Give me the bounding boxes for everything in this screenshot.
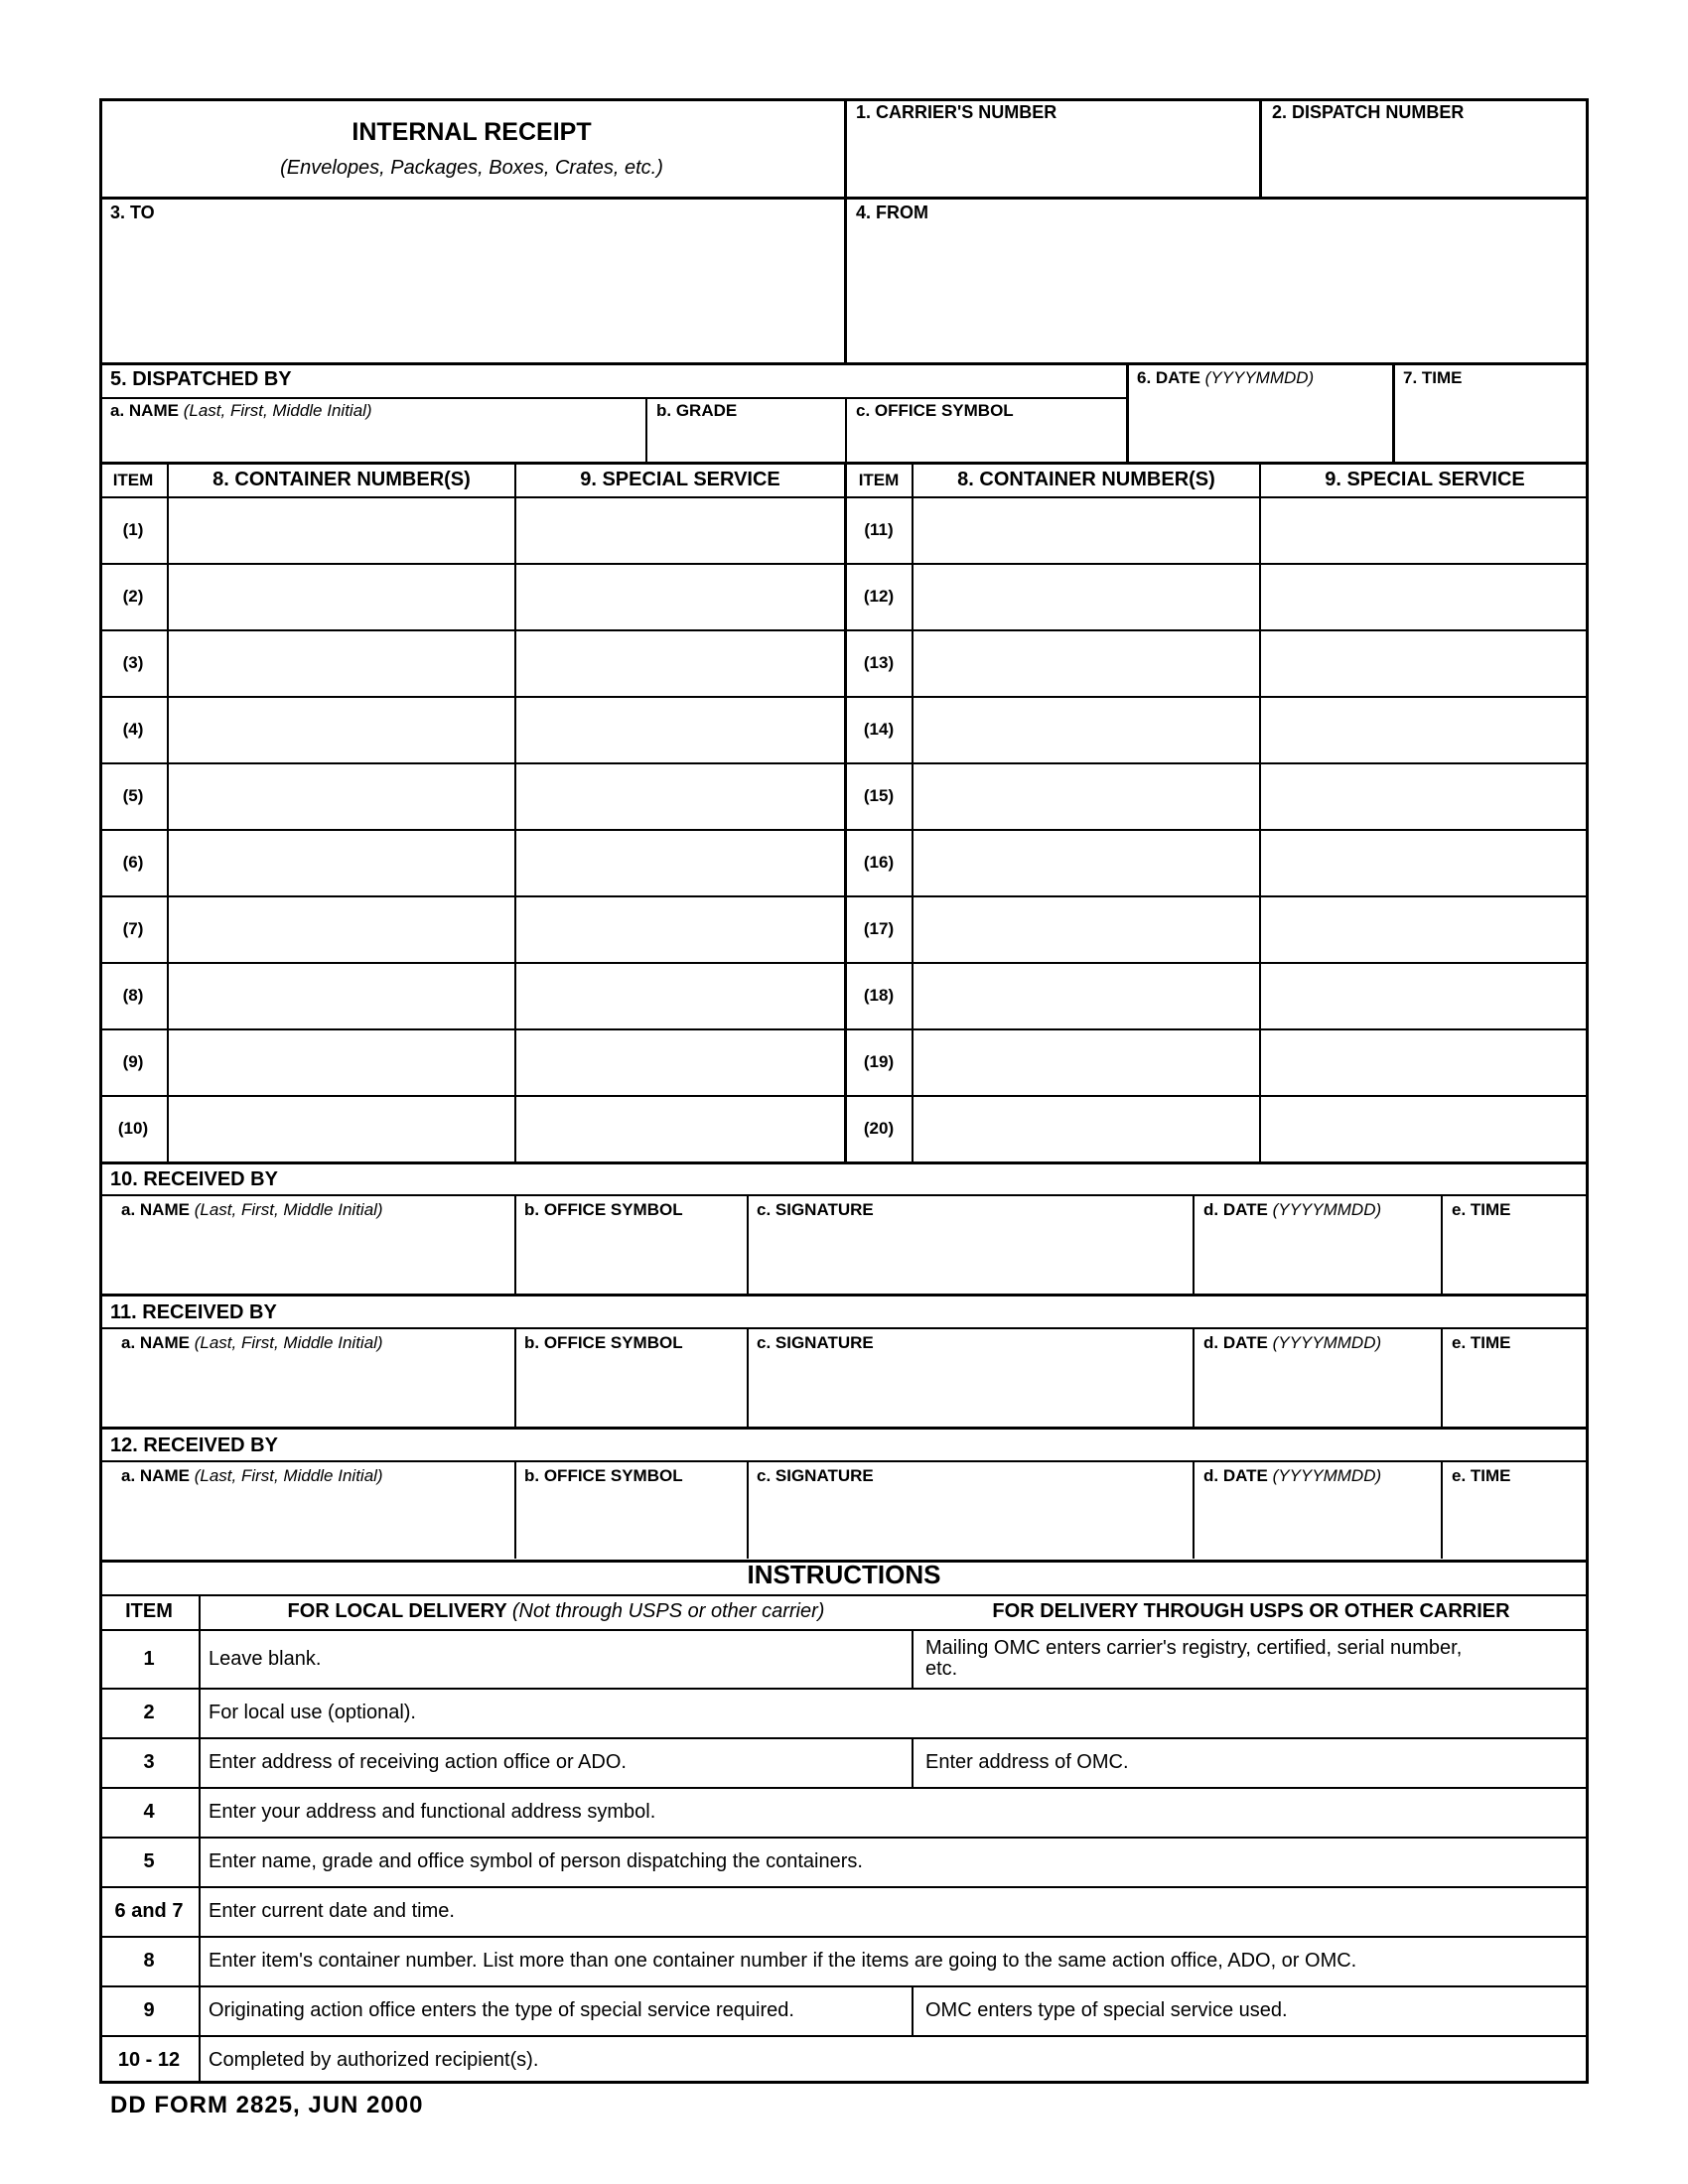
recipient-office-symbol-label: b. OFFICE SYMBOL [524, 1466, 683, 1485]
recipient-time-label: e. TIME [1452, 1200, 1511, 1219]
divider [99, 1028, 1589, 1030]
form-number: DD FORM 2825, JUN 2000 [110, 2092, 424, 2118]
container-number-field[interactable] [169, 832, 512, 893]
special-service-field[interactable] [516, 765, 842, 827]
container-number-field[interactable] [169, 1098, 512, 1160]
special-service-header: 9. SPECIAL SERVICE [1325, 469, 1525, 490]
container-number-field[interactable] [914, 1031, 1257, 1093]
dispatch-number-label: 2. DISPATCH NUMBER [1272, 102, 1465, 122]
item-number: (5) [122, 786, 144, 805]
divider [99, 1787, 1589, 1789]
item-number: (10) [117, 1119, 149, 1138]
item-number: (7) [122, 919, 144, 938]
special-service-field[interactable] [516, 965, 842, 1026]
divider [99, 1936, 1589, 1938]
item-number: (14) [863, 720, 895, 739]
recipient-name-label: a. NAME (Last, First, Middle Initial) [121, 1200, 383, 1219]
general-instruction: Enter item's container number. List more than one container number if the items are going to the same action office, ADO, or OMC. [209, 1950, 1357, 1972]
container-number-header: 8. CONTAINER NUMBER(S) [212, 469, 471, 490]
container-number-field[interactable] [914, 898, 1257, 960]
divider [99, 1629, 1589, 1631]
special-service-header: 9. SPECIAL SERVICE [580, 469, 780, 490]
divider [99, 1460, 1589, 1462]
divider [747, 1460, 749, 1559]
special-service-field[interactable] [516, 499, 842, 561]
item-column-header: ITEM [112, 471, 154, 489]
usps-delivery-instruction: OMC enters type of special service used. [925, 1999, 1288, 2021]
from-address-field[interactable] [849, 226, 1584, 359]
divider [99, 496, 1589, 498]
recipient-office-symbol-field[interactable] [518, 1356, 745, 1424]
carriers-number-label: 1. CARRIER'S NUMBER [856, 102, 1057, 122]
recipient-office-symbol-field[interactable] [518, 1489, 745, 1557]
item-number: (16) [863, 853, 895, 872]
recipient-signature-label: c. SIGNATURE [757, 1333, 874, 1352]
divider [99, 895, 1589, 897]
instructions-item-header: ITEM [125, 1600, 173, 1622]
recipient-time-field[interactable] [1445, 1489, 1584, 1557]
special-service-field[interactable] [516, 1098, 842, 1160]
recipient-date-label: d. DATE (YYYYMMDD) [1203, 1200, 1382, 1219]
divider [1441, 1460, 1443, 1559]
special-service-field[interactable] [516, 832, 842, 893]
container-number-field[interactable] [914, 499, 1257, 561]
general-instruction: Enter name, grade and office symbol of person dispatching the containers. [209, 1850, 863, 1872]
dispatcher-grade-field[interactable] [649, 424, 843, 460]
usps-delivery-instruction: Enter address of OMC. [925, 1751, 1129, 1773]
recipient-name-label: a. NAME (Last, First, Middle Initial) [121, 1333, 383, 1352]
instruction-item-number: 5 [143, 1850, 155, 1872]
divider [99, 197, 1589, 200]
container-number-field[interactable] [169, 898, 512, 960]
recipient-date-field[interactable] [1196, 1356, 1439, 1424]
general-instruction: Completed by authorized recipient(s). [209, 2049, 539, 2071]
divider [99, 1327, 1589, 1329]
divider [1441, 1327, 1443, 1428]
recipient-signature-label: c. SIGNATURE [757, 1466, 874, 1485]
item-number: (12) [863, 587, 895, 606]
special-service-field[interactable] [1261, 832, 1587, 893]
container-number-field[interactable] [914, 566, 1257, 627]
divider [845, 397, 847, 463]
divider [99, 696, 1589, 698]
recipient-signature-field[interactable] [751, 1356, 1191, 1424]
special-service-field[interactable] [1261, 632, 1587, 694]
item-number: (1) [122, 520, 144, 539]
divider [99, 1095, 1589, 1097]
to-label: 3. TO [110, 203, 155, 222]
usps-delivery-header: FOR DELIVERY THROUGH USPS OR OTHER CARRIER [992, 1600, 1510, 1622]
special-service-field[interactable] [1261, 1098, 1587, 1160]
recipient-signature-label: c. SIGNATURE [757, 1200, 874, 1219]
form-title: INTERNAL RECEIPT [352, 118, 592, 146]
divider [99, 1837, 1589, 1839]
item-number: (13) [863, 653, 895, 672]
instruction-item-number: 8 [143, 1950, 155, 1972]
item-number: (6) [122, 853, 144, 872]
recipient-date-label: d. DATE (YYYYMMDD) [1203, 1466, 1382, 1485]
instruction-item-number: 2 [143, 1702, 155, 1723]
recipient-date-field[interactable] [1196, 1223, 1439, 1291]
usps-delivery-instruction: etc. [925, 1658, 958, 1680]
to-address-field[interactable] [103, 226, 840, 359]
received-by-title: 12. RECEIVED BY [110, 1434, 278, 1456]
divider [99, 762, 1589, 764]
special-service-field[interactable] [516, 566, 842, 627]
special-service-field[interactable] [1261, 566, 1587, 627]
dispatcher-grade-label: b. GRADE [656, 401, 738, 420]
item-number: (18) [863, 986, 895, 1005]
special-service-field[interactable] [516, 632, 842, 694]
dispatch-date-field[interactable] [1131, 389, 1390, 460]
divider [99, 397, 1127, 399]
special-service-field[interactable] [1261, 965, 1587, 1026]
container-number-field[interactable] [169, 765, 512, 827]
container-number-field[interactable] [914, 965, 1257, 1026]
instruction-item-number: 9 [143, 1999, 155, 2021]
dispatch-time-label: 7. TIME [1403, 368, 1463, 387]
instructions-title: INSTRUCTIONS [747, 1560, 941, 1589]
special-service-field[interactable] [516, 1031, 842, 1093]
recipient-office-symbol-label: b. OFFICE SYMBOL [524, 1200, 683, 1219]
container-number-field[interactable] [914, 765, 1257, 827]
item-number: (15) [863, 786, 895, 805]
recipient-time-field[interactable] [1445, 1356, 1584, 1424]
divider [99, 2035, 1589, 2037]
container-number-field[interactable] [169, 699, 512, 760]
local-delivery-instruction: Enter address of receiving action office or ADO. [209, 1751, 627, 1773]
item-number: (20) [863, 1119, 895, 1138]
divider [99, 1688, 1589, 1690]
local-delivery-instruction: Originating action office enters the type of special service required. [209, 1999, 794, 2021]
divider [199, 1594, 201, 2083]
local-delivery-header: FOR LOCAL DELIVERY (Not through USPS or other carrier) [287, 1600, 825, 1622]
divider [514, 1194, 516, 1295]
recipient-time-field[interactable] [1445, 1223, 1584, 1291]
divider [99, 1427, 1589, 1430]
recipient-name-field[interactable] [103, 1356, 512, 1424]
divider [99, 829, 1589, 831]
divider [99, 629, 1589, 631]
divider [1259, 99, 1262, 198]
divider [1392, 362, 1395, 463]
general-instruction: For local use (optional). [209, 1702, 416, 1723]
divider [747, 1194, 749, 1295]
item-number: (17) [863, 919, 895, 938]
special-service-field[interactable] [1261, 699, 1587, 760]
dispatch-date-label: 6. DATE (YYYYMMDD) [1137, 368, 1315, 387]
container-number-field[interactable] [169, 632, 512, 694]
container-number-field[interactable] [914, 699, 1257, 760]
instruction-item-number: 6 and 7 [114, 1900, 184, 1922]
divider [99, 1594, 1589, 1596]
recipient-time-label: e. TIME [1452, 1466, 1511, 1485]
special-service-field[interactable] [1261, 1031, 1587, 1093]
received-by-title: 10. RECEIVED BY [110, 1168, 278, 1190]
recipient-office-symbol-field[interactable] [518, 1223, 745, 1291]
recipient-time-label: e. TIME [1452, 1333, 1511, 1352]
item-number: (3) [122, 653, 144, 672]
dispatch-number-field[interactable] [1264, 127, 1584, 195]
divider [844, 99, 847, 363]
dispatched-by-title: 5. DISPATCHED BY [110, 368, 292, 390]
instruction-item-number: 1 [143, 1648, 155, 1670]
divider [1193, 1194, 1195, 1295]
dispatcher-office-symbol-field[interactable] [849, 424, 1124, 460]
special-service-field[interactable] [1261, 898, 1587, 960]
from-label: 4. FROM [856, 203, 929, 222]
recipient-date-field[interactable] [1196, 1489, 1439, 1557]
local-delivery-instruction: Leave blank. [209, 1648, 322, 1670]
carriers-number-field[interactable] [849, 127, 1256, 195]
container-number-field[interactable] [914, 1098, 1257, 1160]
recipient-date-label: d. DATE (YYYYMMDD) [1203, 1333, 1382, 1352]
item-number: (2) [122, 587, 144, 606]
item-number: (19) [863, 1052, 895, 1071]
divider [99, 1194, 1589, 1196]
divider [99, 962, 1589, 964]
item-number: (8) [122, 986, 144, 1005]
recipient-name-field[interactable] [103, 1223, 512, 1291]
instruction-item-number: 3 [143, 1751, 155, 1773]
divider [1441, 1194, 1443, 1295]
container-number-field[interactable] [169, 1031, 512, 1093]
divider [514, 1460, 516, 1559]
item-number: (11) [864, 520, 894, 539]
container-number-header: 8. CONTAINER NUMBER(S) [957, 469, 1215, 490]
container-number-field[interactable] [169, 566, 512, 627]
divider [99, 362, 1589, 365]
divider [747, 1327, 749, 1428]
usps-delivery-instruction: Mailing OMC enters carrier's registry, certified, serial number, [925, 1637, 1463, 1659]
recipient-signature-field[interactable] [751, 1489, 1191, 1557]
dispatch-time-field[interactable] [1397, 389, 1584, 460]
divider [645, 397, 647, 463]
recipient-name-field[interactable] [103, 1489, 512, 1557]
divider [99, 1161, 1589, 1164]
received-by-title: 11. RECEIVED BY [110, 1301, 277, 1323]
form-subtitle: (Envelopes, Packages, Boxes, Crates, etc.) [280, 157, 663, 179]
divider [99, 1737, 1589, 1739]
divider [99, 1886, 1589, 1888]
dispatcher-office-symbol-label: c. OFFICE SYMBOL [856, 401, 1014, 420]
dispatcher-name-field[interactable] [103, 424, 643, 460]
general-instruction: Enter your address and functional address symbol. [209, 1801, 656, 1823]
instruction-item-number: 4 [143, 1801, 155, 1823]
special-service-field[interactable] [516, 699, 842, 760]
container-number-field[interactable] [169, 499, 512, 561]
recipient-office-symbol-label: b. OFFICE SYMBOL [524, 1333, 683, 1352]
dispatcher-name-label: a. NAME (Last, First, Middle Initial) [110, 401, 372, 420]
divider [99, 1985, 1589, 1987]
divider [912, 1985, 914, 2035]
divider [99, 1294, 1589, 1297]
divider [912, 1629, 914, 1688]
special-service-field[interactable] [1261, 499, 1587, 561]
divider [1193, 1460, 1195, 1559]
item-number: (4) [122, 720, 144, 739]
divider [514, 1327, 516, 1428]
container-number-field[interactable] [169, 965, 512, 1026]
divider [1126, 362, 1129, 463]
recipient-signature-field[interactable] [751, 1223, 1191, 1291]
divider [1193, 1327, 1195, 1428]
item-number: (9) [122, 1052, 144, 1071]
general-instruction: Enter current date and time. [209, 1900, 455, 1922]
special-service-field[interactable] [1261, 765, 1587, 827]
container-number-field[interactable] [914, 832, 1257, 893]
container-number-field[interactable] [914, 632, 1257, 694]
divider [912, 1737, 914, 1787]
recipient-name-label: a. NAME (Last, First, Middle Initial) [121, 1466, 383, 1485]
instruction-item-number: 10 - 12 [117, 2049, 181, 2071]
special-service-field[interactable] [516, 898, 842, 960]
item-column-header: ITEM [858, 471, 900, 489]
divider [99, 563, 1589, 565]
